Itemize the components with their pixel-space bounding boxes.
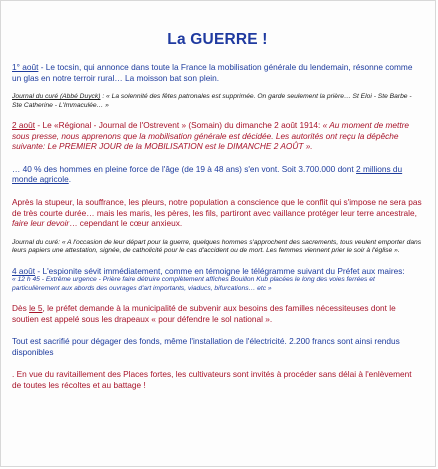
paragraph-2-text: : « La solennité des fêtes patronales est supprimée. On garde seulement la prière… St Eloi - Ste Barbe - Ste Catherine - L'Immaculée… » — [12, 93, 412, 109]
paragraph-3-quote: « Au moment de mettre sous presse, nous apprenons que la mobilisation générale est décidée. Les autorités ont reçu la dépêche suivante: Le PREMIER JOUR de la MOBILISATION est le DIMANCHE 2 AOÛT ». — [12, 120, 409, 152]
paragraph-4-tail: . — [68, 174, 72, 185]
paragraph-5-aout — [12, 303, 423, 324]
paragraph-9-text: Tout est sacrifié pour dégager des fonds, même l'installation de l'électricité. 2.200 francs sont ainsi rendus disponibles — [12, 336, 400, 357]
paragraph-7-text: - L'espionite sévit immédiatement, comme en témoigne le télégramme suivant du Préfet aux maires: — [35, 265, 405, 276]
source-label: Journal du curé (Abbé Duyck) — [12, 93, 101, 101]
paragraph-8-lead: Dès — [12, 302, 30, 313]
paragraph-5-text: Après la stupeur, la souffrance, les pleurs, notre population a conscience que le conflit qui s'impose ne sera pas de très courte durée… mais les maris, les pères, les fils, partiront avec vaillance protéger leur terre ancestrale, — [12, 196, 422, 218]
paragraph-1-aout — [12, 62, 423, 83]
paragraph-2-aout — [12, 120, 423, 152]
paragraph-sacrifice — [12, 336, 423, 357]
paragraph-statistics — [12, 164, 423, 185]
paragraph-ravitaillement — [12, 369, 423, 390]
date-1-aout: 1° août — [12, 62, 39, 72]
date-4-aout: 4 août — [12, 265, 36, 276]
paragraph-5-tail: … cependant le cœur anxieux. — [69, 218, 183, 229]
paragraph-1-text: - Le tocsin, qui annonce dans toute la France la mobilisation générale du lendemain, résonne comme un glas en notre terroir rural… La moisson bat son plein. — [12, 62, 413, 83]
paragraph-10-text: . En vue du ravitaillement des Places fortes, les cultivateurs sont invités à procéder sans délai à l'enlèvement de toutes les récoltes et au battage ! — [12, 369, 412, 390]
paragraph-stupeur — [12, 197, 423, 229]
paragraph-3-intro: - Le «Régional - Journal de l'Ostrevent » (Somain) du dimanche 2 août 1914: — [35, 120, 323, 130]
paragraph-8-text: , le préfet demande à la municipalité de subvenir aux besoins des familles nécessiteuses dont le soutien est appelé sous les drapeaux « pour défendre le sol national ». — [12, 302, 396, 324]
paragraph-cure-journal-1 — [12, 93, 423, 110]
paragraph-7-quote: « 12 h 45 - Extrême urgence - Prière faire détruire complètement affiches Bouillon Kub placées le long des voies ferrées et particulièrement aux abords des ouvrages d'art importants, viaducs, bifurcations… etc » — [12, 276, 375, 292]
paragraph-6-text: Journal du curé: « A l'occasion de leur départ pour la guerre, quelques hommes s'approchent des sacrements, tous veulent emporter dans leurs papiers une attestation, signée, de catholicité pour le cas d'accident ou de mort. Les femmes viennent prier le soir à l'église ». — [12, 238, 422, 255]
page-title: La GUERRE ! — [167, 31, 268, 48]
paragraph-4-underlined: 2 millions du monde agricole — [12, 163, 403, 185]
date-le-5: le 5 — [29, 302, 43, 313]
paragraph-cure-journal-2 — [12, 239, 423, 256]
paragraph-4-aout — [12, 266, 423, 277]
date-2-aout: 2 août — [12, 120, 36, 130]
telegram-quote — [12, 276, 423, 293]
paragraph-5-italic: faire leur devoir — [12, 218, 70, 229]
paragraph-4-lead: … 40 % des hommes en pleine force de l'âge (de 19 à 48 ans) s'en vont. Soit 3.700.000 dont — [12, 163, 357, 174]
